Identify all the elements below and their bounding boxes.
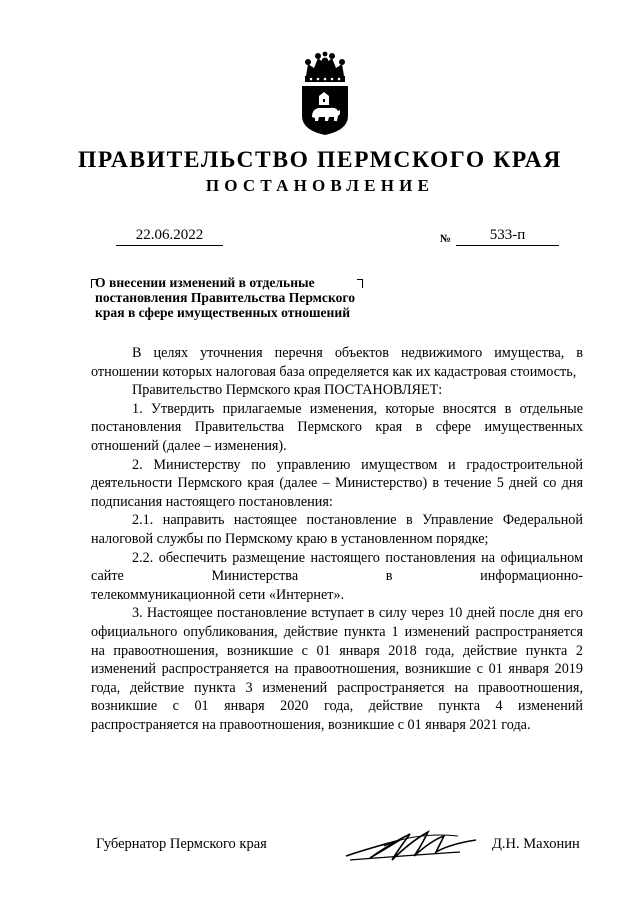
coat-of-arms-icon — [298, 50, 352, 136]
subject-line: О внесении изменений в отдельные — [95, 275, 315, 290]
number-sign: № — [440, 233, 452, 245]
document-number: 533-п — [456, 227, 559, 246]
paragraph-item-1: 1. Утвердить прилагаемые изменения, которые вносятся в отдельные постановления Правительства Пермского края в сфере имущественных отношений (далее – изменения). — [91, 400, 583, 454]
paragraph-item-3: 3. Настоящее постановление вступает в силу через 10 дней после дня его официального опубликования, действие пункта 1 изменений распространяется на правоотношения, возникшие с 01 января 2018 года, действие пункта 2 изменений распространяется на правоотношения, возникшие с 01 января 2019 года, действие пункта 3 изменений распространяется на правоотношения, возникшие с 01 января 2020 года, действие пункта 4 изменений распространяется на правоотношения, возникшие с 01 января 2021 года. — [91, 605, 583, 733]
document-type: ПОСТАНОВЛЕНИЕ — [205, 176, 435, 195]
signatory-position: Губернатор Пермского края — [96, 836, 267, 852]
paragraph-preamble: В целях уточнения перечня объектов недвижимого имущества, в отношении которых налоговая база определяется как их кадастровая стоимость, — [91, 345, 583, 380]
paragraph-resolves: Правительство Пермского края ПОСТАНОВЛЯЕТ: — [132, 382, 443, 399]
document-date: 22.06.2022 — [116, 227, 223, 246]
subject-line: постановления Правительства Пермского — [95, 289, 356, 305]
subject-line: края в сфере имущественных отношений — [95, 304, 351, 320]
paragraph-item-2-1: 2.1. направить настоящее постановление в Управление Федеральной налоговой службы по Пермскому краю в установленном порядке; — [91, 512, 583, 547]
document-body — [91, 344, 583, 734]
government-title: ПРАВИТЕЛЬСТВО ПЕРМСКОГО КРАЯ — [78, 147, 562, 173]
paragraph-item-2: 2. Министерству по управлению имуществом и градостроительной деятельности Пермского края (далее – Министерство) в течение 5 дней со дня подписания настоящего постановления: — [91, 456, 583, 510]
signatory-name: Д.Н. Махонин — [492, 836, 580, 852]
paragraph-item-2-2: 2.2. обеспечить размещение настоящего постановления на официальном сайте Министерства в информационно- — [91, 549, 583, 585]
document-subject — [95, 276, 405, 320]
paragraph-item-2-2-end: телекоммуникационной сети «Интернет». — [91, 586, 345, 603]
signature-icon — [340, 826, 480, 866]
